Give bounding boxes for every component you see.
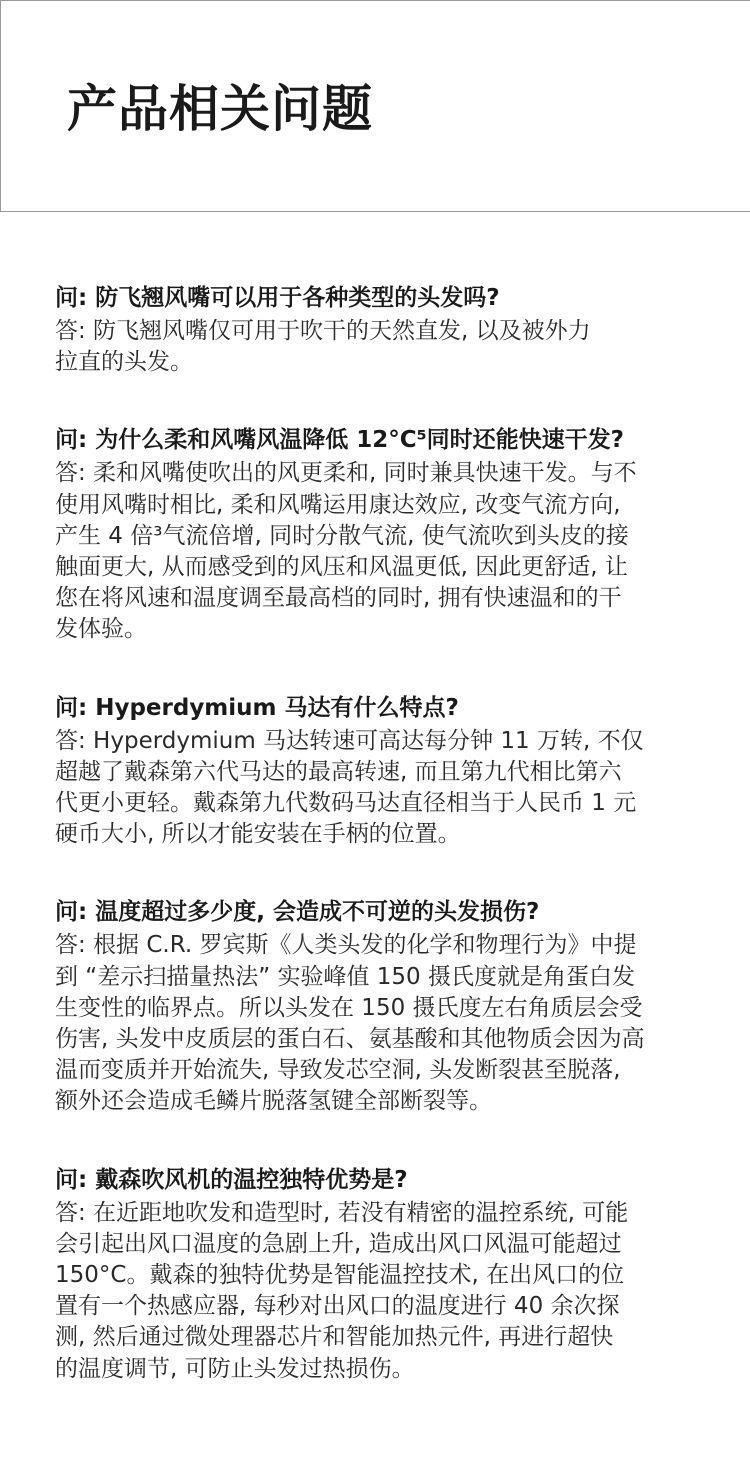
faq-item [55, 1162, 715, 1385]
answer-line: 置有一个热感应器, 每秒对出风口的温度进行 40 余次探 [55, 1293, 620, 1320]
answer-line: 拉直的头发。 [55, 349, 193, 376]
answer-line: 发体验。 [55, 616, 147, 643]
faq-item [55, 690, 715, 851]
answer-line: 使用风嘴时相比, 柔和风嘴运用康达效应, 改变气流方向, [55, 491, 621, 518]
answer-line: 硬币大小, 所以才能安装在手柄的位置。 [55, 821, 461, 848]
faq-answer [55, 726, 715, 851]
answer-line: 伤害, 头发中皮质层的蛋白石、氨基酸和其他物质会因为高 [55, 1026, 645, 1053]
answer-line: 会引起出风口温度的急剧上升, 造成出风口风温可能超过 [55, 1230, 622, 1257]
faq-question: 问: Hyperdymium 马达有什么特点? [55, 694, 459, 721]
answer-line: 答: 在近距地吹发和造型时, 若没有精密的温控系统, 可能 [55, 1199, 629, 1226]
faq-question: 问: 戴森吹风机的温控独特优势是? [55, 1166, 408, 1193]
faq-list [55, 280, 715, 1429]
faq-answer [55, 458, 715, 645]
faq-question: 问: 为什么柔和风嘴风温降低 12°C⁵同时还能快速干发? [55, 427, 625, 454]
answer-line: 答: 防飞翘风嘴仅可用于吹干的天然直发, 以及被外力 [55, 318, 591, 344]
answer-line: 温而变质并开始流失, 导致发芯空洞, 头发断裂甚至脱落, [55, 1057, 621, 1084]
faq-answer [55, 1198, 715, 1385]
answer-line: 额外还会造成毛鳞片脱落氢键全部断裂等。 [55, 1088, 492, 1115]
answer-line: 答: Hyperdymium 马达转速可高达每分钟 11 万转, 不仅 [55, 727, 644, 754]
faq-question: 问: 温度超过多少度, 会造成不可逆的头发损伤? [55, 899, 540, 926]
answer-line: 答: 根据 C.R. 罗宾斯《人类头发的化学和物理行为》中提 [55, 932, 637, 959]
faq-item [55, 894, 715, 1117]
faq-item [55, 422, 715, 645]
answer-line: 您在将风速和温度调至最高档的同时, 拥有快速温和的干 [55, 585, 622, 612]
answer-line: 答: 柔和风嘴使吹出的风更柔和, 同时兼具快速干发。与不 [55, 460, 637, 487]
answer-line: 的温度调节, 可防止头发过热损伤。 [55, 1355, 415, 1382]
answer-line: 150°C。戴森的独特优势是智能温控技术, 在出风口的位 [55, 1262, 625, 1289]
faq-item [55, 280, 715, 378]
answer-line: 代更小更轻。戴森第九代数码马达直径相当于人民币 1 元 [55, 790, 637, 817]
answer-line: 触面更大, 从而感受到的风压和风温更低, 因此更舒适, 让 [55, 554, 628, 581]
faq-answer [55, 316, 715, 378]
page-title: 产品相关问题 [67, 80, 373, 138]
answer-line: 生变性的临界点。所以头发在 150 摄氏度左右角质层会受 [55, 994, 643, 1021]
faq-answer [55, 930, 715, 1117]
answer-line: 超越了戴森第六代马达的最高转速, 而且第九代相比第六 [55, 758, 622, 785]
faq-question: 问: 防飞翘风嘴可以用于各种类型的头发吗? [55, 285, 500, 311]
answer-line: 到 “差示扫描量热法” 实验峰值 150 摄氏度就是角蛋白发 [55, 963, 635, 990]
answer-line: 产生 4 倍³气流倍增, 同时分散气流, 使气流吹到头皮的接 [55, 522, 629, 549]
answer-line: 测, 然后通过微处理器芯片和智能加热元件, 再进行超快 [55, 1324, 614, 1351]
header-section [0, 0, 750, 212]
